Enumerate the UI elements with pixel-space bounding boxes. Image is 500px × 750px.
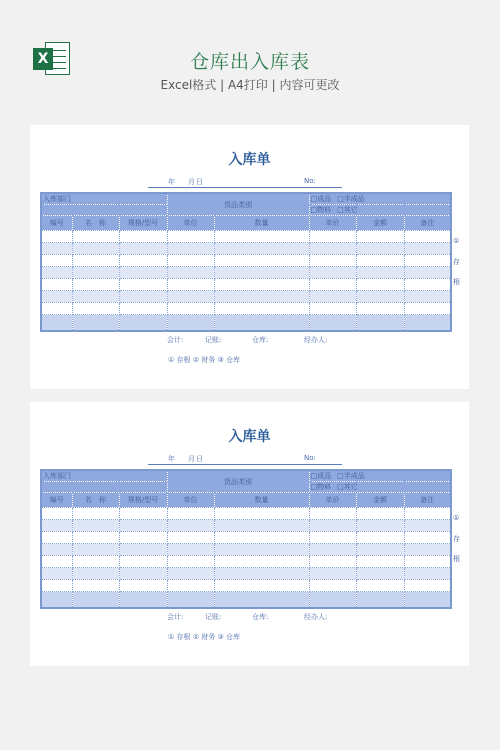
warehouse-label: 仓库: bbox=[252, 613, 269, 621]
stub-label: 存 bbox=[453, 535, 460, 543]
table-row bbox=[41, 279, 451, 291]
option-other[interactable]: □其它 bbox=[337, 483, 358, 491]
col-name: 名 称 bbox=[72, 493, 119, 508]
table-row bbox=[41, 255, 451, 267]
option-finished[interactable]: □成品 bbox=[310, 195, 332, 203]
table-row bbox=[41, 520, 451, 532]
bookkeeper-label: 记账: bbox=[205, 336, 222, 344]
table-row bbox=[41, 568, 451, 580]
option-semi-finished[interactable]: □半成品 bbox=[337, 472, 365, 480]
dept-value[interactable] bbox=[41, 482, 167, 493]
col-spec: 规格/型号 bbox=[119, 216, 167, 231]
table-row bbox=[41, 580, 451, 592]
day-label: 日 bbox=[196, 455, 203, 463]
excel-badge: X bbox=[33, 48, 53, 70]
col-spec: 规格/型号 bbox=[119, 493, 167, 508]
form-sheet-2 bbox=[30, 402, 469, 666]
category-label: 货品类别 bbox=[167, 193, 309, 216]
stub-label: 存 bbox=[453, 258, 460, 266]
col-amount: 金额 bbox=[356, 493, 404, 508]
table-row bbox=[41, 532, 451, 544]
col-name: 名 称 bbox=[72, 216, 119, 231]
year-label: 年 bbox=[168, 455, 175, 463]
option-material[interactable]: □物料 bbox=[310, 206, 332, 214]
category-options-row2 bbox=[309, 482, 451, 493]
year-label: 年 bbox=[168, 178, 175, 186]
page-subtitle: Excel格式 | A4打印 | 内容可更改 bbox=[160, 78, 340, 92]
col-id: 编号 bbox=[41, 216, 72, 231]
day-label: 日 bbox=[196, 178, 203, 186]
table-row bbox=[41, 231, 451, 243]
form-sheet-1 bbox=[30, 125, 469, 389]
dept-label: 入库部门 bbox=[41, 193, 167, 205]
month-label: 月 bbox=[188, 178, 195, 186]
option-semi-finished[interactable]: □半成品 bbox=[337, 195, 365, 203]
category-label: 货品类别 bbox=[167, 470, 309, 493]
no-label: No: bbox=[304, 177, 316, 185]
handler-label: 经办人: bbox=[304, 336, 328, 344]
form-table-wrap bbox=[40, 192, 450, 332]
col-id: 编号 bbox=[41, 493, 72, 508]
table-row bbox=[41, 508, 451, 520]
page-title: 仓库出入库表 bbox=[189, 51, 310, 73]
accountant-label: 会计: bbox=[167, 336, 184, 344]
stub-label: 根 bbox=[453, 555, 460, 563]
col-unit: 单位 bbox=[167, 493, 214, 508]
table-row bbox=[41, 267, 451, 279]
option-finished[interactable]: □成品 bbox=[310, 472, 332, 480]
option-material[interactable]: □物料 bbox=[310, 483, 332, 491]
warehouse-label: 仓库: bbox=[252, 336, 269, 344]
dept-value[interactable] bbox=[41, 205, 167, 216]
month-label: 月 bbox=[188, 455, 195, 463]
copies-label: ① 存根 ② 财务 ③ 仓库 bbox=[168, 633, 240, 641]
stub-label: ① bbox=[453, 237, 460, 245]
copies-label: ① 存根 ② 财务 ③ 仓库 bbox=[168, 356, 240, 364]
table-row bbox=[41, 315, 451, 332]
col-price: 单价 bbox=[309, 216, 356, 231]
no-label: No: bbox=[304, 454, 316, 462]
col-unit: 单位 bbox=[167, 216, 214, 231]
accountant-label: 会计: bbox=[167, 613, 184, 621]
bookkeeper-label: 记账: bbox=[205, 613, 222, 621]
col-qty: 数量 bbox=[214, 216, 309, 231]
table-row bbox=[41, 544, 451, 556]
form-table bbox=[40, 469, 452, 609]
form-table bbox=[40, 192, 452, 332]
date-line bbox=[148, 454, 342, 465]
category-options-row2 bbox=[309, 205, 451, 216]
table-row bbox=[41, 243, 451, 255]
col-remark: 备注 bbox=[404, 493, 451, 508]
table-row bbox=[41, 303, 451, 315]
option-other[interactable]: □其它 bbox=[337, 206, 358, 214]
col-remark: 备注 bbox=[404, 216, 451, 231]
dept-label: 入库部门 bbox=[41, 470, 167, 482]
table-row bbox=[41, 291, 451, 303]
form-title: 入库单 bbox=[228, 429, 271, 445]
category-options-row1 bbox=[309, 470, 451, 482]
col-amount: 金额 bbox=[356, 216, 404, 231]
table-row bbox=[41, 556, 451, 568]
date-line bbox=[148, 177, 342, 188]
category-options-row1 bbox=[309, 193, 451, 205]
stub-label: 根 bbox=[453, 278, 460, 286]
col-price: 单价 bbox=[309, 493, 356, 508]
table-row bbox=[41, 592, 451, 609]
stub-label: ① bbox=[453, 514, 460, 522]
form-table-wrap bbox=[40, 469, 450, 609]
form-title: 入库单 bbox=[228, 152, 271, 168]
col-qty: 数量 bbox=[214, 493, 309, 508]
handler-label: 经办人: bbox=[304, 613, 328, 621]
